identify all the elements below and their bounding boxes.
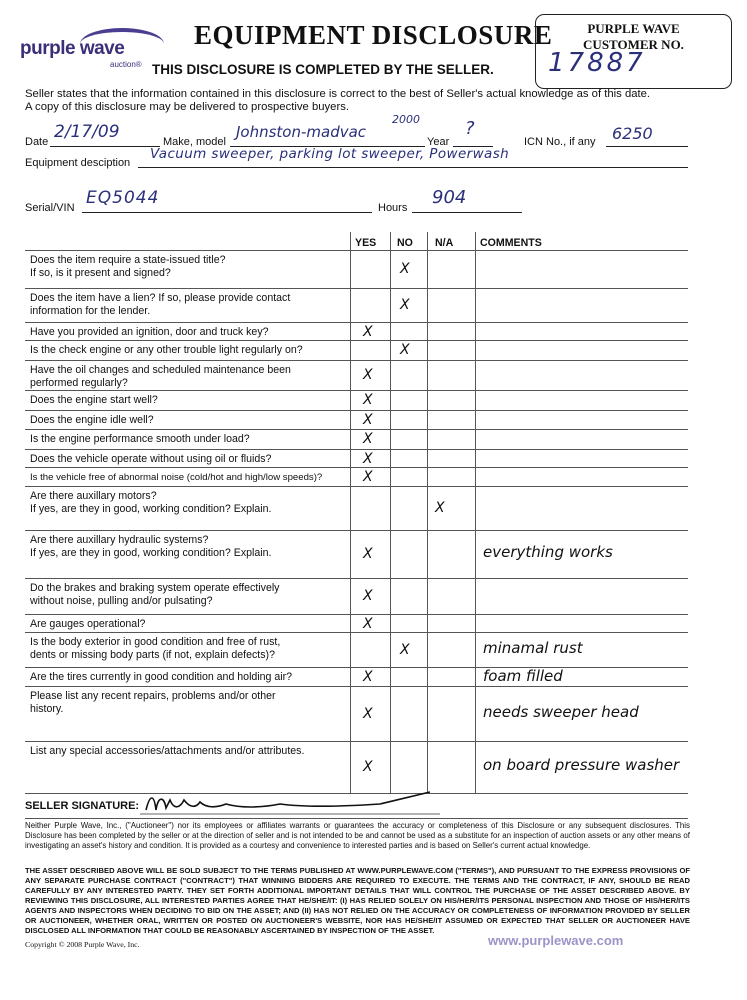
question-text: Does the item require a state-issued title? (30, 254, 226, 266)
header-na: N/A (435, 237, 454, 249)
question-text: Are the tires currently in good condition and holding air? (30, 671, 293, 683)
comment-text: foam filled (483, 667, 563, 685)
question-text-cont: history. (30, 703, 64, 715)
answer-mark-no: X (400, 297, 410, 313)
question-text: Have you provided an ignition, door and truck key? (30, 326, 269, 338)
question-text: Does the vehicle operate without using oil or fluids? (30, 453, 272, 465)
page-title: EQUIPMENT DISCLOSURE (194, 20, 553, 50)
question-text: Is the check engine or any other trouble light regularly on? (30, 344, 303, 356)
row-divider (25, 467, 688, 468)
disclaimer-paragraph: Neither Purple Wave, Inc., ("Auctioneer") nor its employees or affiliates warrants or guarantees the accuracy or completeness of this Disclosure or any subsequent disclosures. This Disclosure has been completed by the seller or at the direction of seller and is not intended to be and cannot be used as a substitute for an inspection of auction assets or any other means of investigating an asset's history and condition. It is provided as a courtesy and convenience to interested parties and is based on Seller's current actual knowledge. (25, 821, 690, 850)
logo-subtext: auction® (110, 60, 142, 69)
make-label: Make, model (163, 136, 226, 148)
row-divider (25, 632, 688, 633)
row-divider (25, 360, 688, 361)
col-divider-na (427, 232, 428, 793)
question-text: Do the brakes and braking system operate effectively (30, 582, 280, 594)
serial-value: EQ5044 (86, 188, 160, 208)
row-divider (25, 530, 688, 531)
question-text: Is the engine performance smooth under load? (30, 433, 250, 445)
question-text: Does the engine idle well? (30, 414, 154, 426)
answer-mark-yes: X (363, 588, 373, 604)
question-text: Does the engine start well? (30, 394, 158, 406)
hours-value: 904 (432, 187, 467, 208)
col-divider-no (390, 232, 391, 793)
date-label: Date (25, 136, 49, 148)
row-divider (25, 614, 688, 615)
row-divider (25, 449, 688, 450)
comment-text: needs sweeper head (483, 702, 639, 721)
date-value: 2/17/09 (54, 122, 120, 142)
question-text-cont: dents or missing body parts (if not, explain defects)? (30, 649, 275, 661)
question-text-cont: If yes, are they in good, working condition? Explain. (30, 503, 272, 515)
intro-line-1: Seller states that the information contained in this disclosure is correct to the best of Seller's actual knowledge as of this date. (25, 88, 651, 100)
customer-number-value: 17887 (548, 48, 646, 78)
answer-mark-yes: X (363, 616, 373, 632)
customer-box-line1: PURPLE WAVE (587, 21, 680, 36)
icn-value: 6250 (612, 124, 653, 143)
question-text: Does the item have a lien? If so, please provide contact (30, 292, 291, 304)
answer-mark-yes: X (363, 324, 373, 340)
question-text: Is the vehicle free of abnormal noise (cold/hot and high/low speeds)? (30, 472, 323, 483)
col-divider-comments (475, 232, 476, 793)
comment-text: everything works (483, 543, 613, 561)
answer-mark-yes: X (363, 669, 373, 685)
year-label: Year (427, 136, 450, 148)
row-divider (25, 288, 688, 289)
serial-label: Serial/VIN (25, 202, 75, 214)
terms-paragraph: THE ASSET DESCRIBED ABOVE WILL BE SOLD SUBJECT TO THE TERMS PUBLISHED AT WWW.PURPLEWAVE.COM ("TERMS"), AND PURSUANT TO THE EXPRESS PROVISIONS OF ANY SEPARATE PURCHASE CONTRACT ("CONTRACT") THAT WINNING BIDDERS ARE REQUIRED TO EXECUTE. THE TERMS AND THE CONTRACT, IF ANY, SHOULD BE READ CAREFULLY BY ANY INTERESTED PARTY. THEY SET FORTH ADDITIONAL IMPORTANT DETAILS THAT WILL CONTROL THE PURCHASE OF THE ASSET DESCRIBED ABOVE. BY REVIEWING THIS DISCLOSURE, ALL INTERESTED PARTIES AGREE THAT HE/SHE/IT: (I) HAS RELIED SOLELY ON HIS/HER/ITS PERSONAL INSPECTION AND THOSE OF HIS/HER/ITS AGENTS AND INSPECTORS WHEN DECIDING TO BID ON THE ASSET; AND (II) HAS NOT RELIED ON THE ACCURACY OR COMPLETENESS OF INFORMATION PROVIDED BY SELLER OR AUCTIONEER, WHETHER ORAL, WRITTEN OR POSTED ON AUCTIONEER'S WEBSITE, NOR HAS HE/SHE/IT ASSUMED OR EXPECTED THAT SELLER OR AUCTIONEER HAVE DISCLOSED ALL INFORMATION THAT COULD BE REASONABLY ASCERTAINED BY INSPECTION OF THE ASSET. (25, 866, 690, 935)
question-text: Please list any recent repairs, problems and/or other (30, 690, 276, 702)
row-divider (25, 429, 688, 430)
intro-line-2: A copy of this disclosure may be delivered to prospective buyers. (25, 101, 350, 113)
question-text-cont: information for the lender. (30, 305, 151, 317)
question-text: Are there auxillary hydraulic systems? (30, 534, 209, 546)
copyright-text: Copyright © 2008 Purple Wave, Inc. (25, 940, 140, 949)
row-divider (25, 250, 688, 251)
row-divider (25, 340, 688, 341)
purple-wave-logo (20, 28, 150, 72)
comment-text: minamal rust (483, 638, 583, 657)
row-divider (25, 322, 688, 323)
equipment-description-label: Equipment desciption (25, 157, 131, 169)
answer-mark-yes: X (363, 451, 373, 467)
logo-wordmark: purple wave (20, 38, 125, 59)
year-unknown-mark: ? (465, 118, 475, 139)
answer-mark-no: X (400, 342, 410, 358)
disclosure-table (25, 232, 688, 793)
answer-mark-no: X (400, 261, 410, 277)
answer-mark-yes: X (363, 392, 373, 408)
question-text-cont: If yes, are they in good, working condition? Explain. (30, 547, 272, 559)
answer-mark-yes: X (363, 469, 373, 485)
row-divider (25, 578, 688, 579)
signature-divider (25, 818, 688, 819)
answer-mark-yes: X (363, 705, 373, 722)
icn-label: ICN No., if any (524, 136, 596, 148)
question-text: Is the body exterior in good condition and free of rust, (30, 636, 281, 648)
header-yes: YES (355, 237, 377, 249)
header-comments: COMMENTS (480, 237, 542, 249)
equipment-description-value: Vacuum sweeper, parking lot sweeper, Powerwash (150, 146, 510, 162)
website-link[interactable]: www.purplewave.com (488, 933, 624, 948)
hours-underline (412, 198, 522, 213)
answer-mark-yes: X (363, 759, 373, 775)
seller-signature-label: SELLER SIGNATURE: (25, 800, 140, 812)
header-no: NO (397, 237, 413, 249)
row-divider (25, 390, 688, 391)
row-divider (25, 667, 688, 668)
answer-mark-yes: X (363, 367, 373, 383)
question-text: Are gauges operational? (30, 618, 146, 630)
year-value: 2000 (392, 113, 420, 126)
col-divider-yes (350, 232, 351, 793)
answer-mark-yes: X (363, 431, 373, 447)
question-text: List any special accessories/attachments and/or attributes. (30, 745, 305, 757)
question-text: Have the oil changes and scheduled maintenance been (30, 364, 291, 376)
question-text-cont: If so, is it present and signed? (30, 267, 171, 279)
row-divider (25, 686, 688, 687)
comment-text: on board pressure washer (483, 756, 680, 774)
question-text-cont: without noise, pulling and/or pulsating? (30, 595, 213, 607)
question-text: Are there auxillary motors? (30, 490, 157, 502)
answer-mark-yes: X (363, 546, 373, 562)
answer-mark-yes: X (363, 412, 373, 428)
question-text-cont: performed regularly? (30, 377, 128, 389)
row-divider (25, 741, 688, 742)
hours-label: Hours (378, 202, 408, 214)
customer-box-line2: CUSTOMER NO. (583, 37, 684, 52)
row-divider (25, 410, 688, 411)
page-subtitle: THIS DISCLOSURE IS COMPLETED BY THE SELLER. (152, 62, 494, 77)
make-value: Johnston-madvac (236, 123, 367, 141)
answer-mark-na: X (435, 500, 445, 516)
row-divider (25, 486, 688, 487)
answer-mark-no: X (400, 641, 410, 658)
seller-signature-scribble (140, 786, 440, 820)
